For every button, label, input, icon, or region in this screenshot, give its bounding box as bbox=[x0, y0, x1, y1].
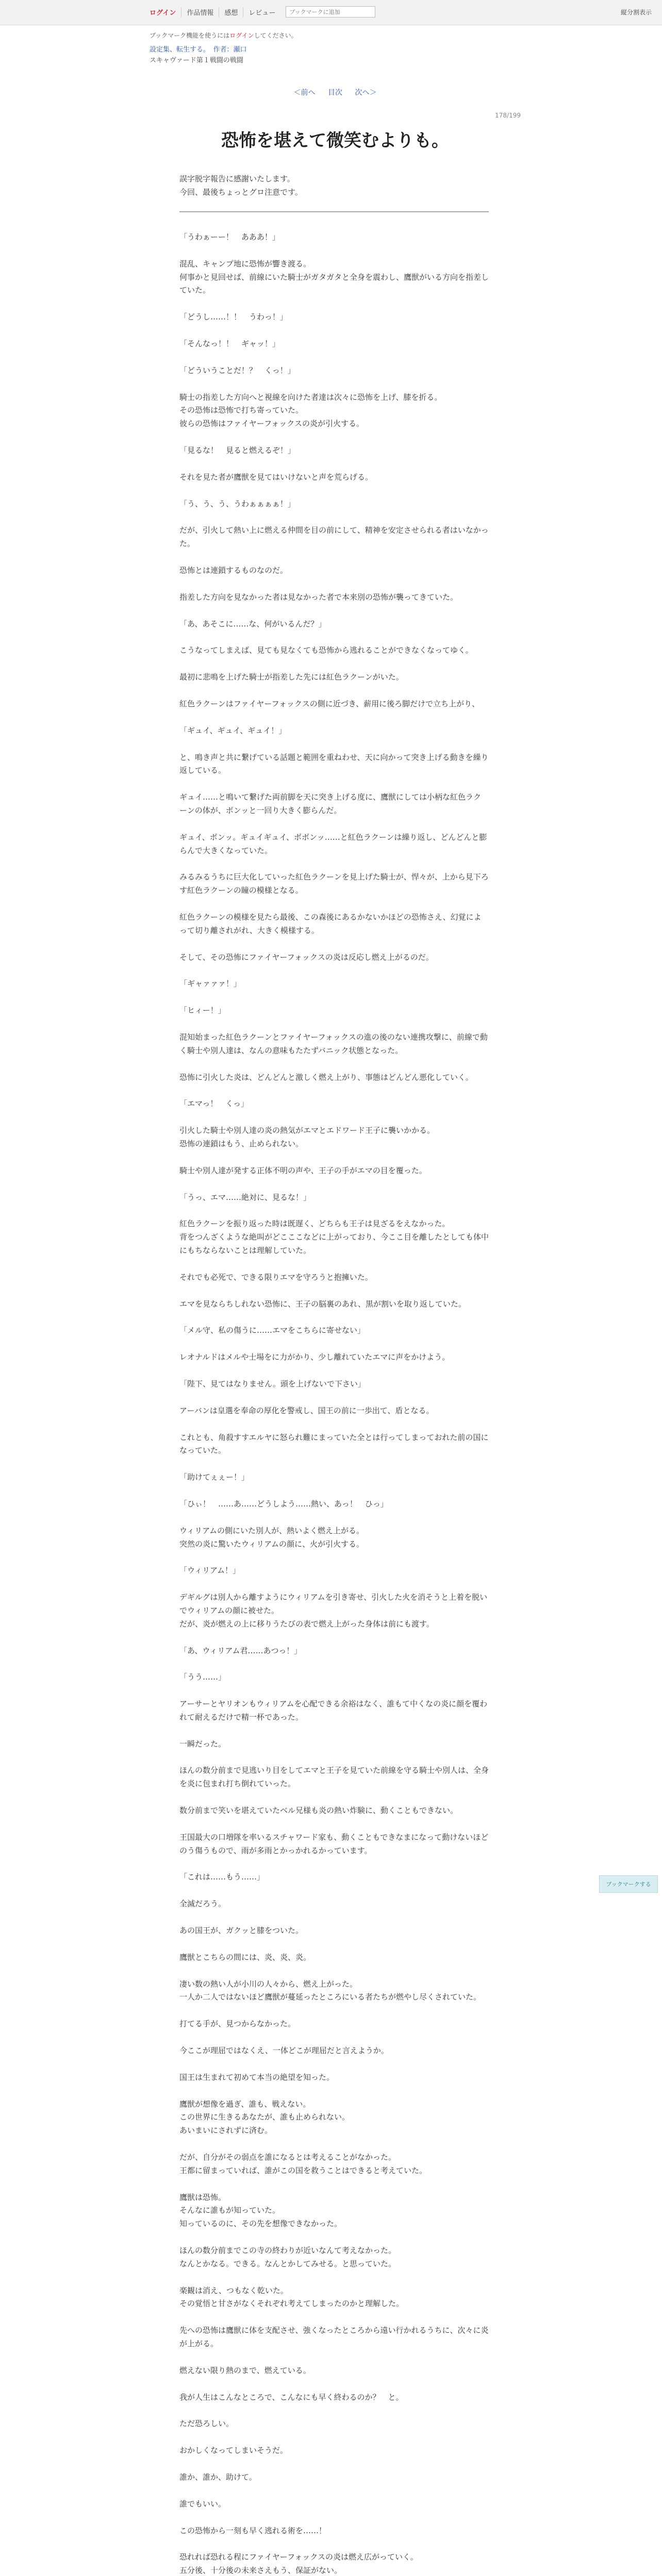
preface-line: 今回、最後ちょっとグロ注意です。 bbox=[179, 187, 303, 197]
story-paragraph: これとも、角殺すすエルヤに怒られ難にまっていた全とは行ってしまっておれた前の国になっていた。 bbox=[179, 1432, 489, 1455]
story-paragraph: 国王は生まれて初めて本当の絶望を知った。 bbox=[179, 2072, 335, 2082]
vertical-view-link[interactable]: 縦分割表示 bbox=[620, 9, 652, 16]
pager-top bbox=[150, 87, 521, 97]
story-paragraph: 恐怖に引火した炎は、どんどんと激しく燃え上がり、事態はどんどん悪化していく。 bbox=[179, 1072, 473, 1082]
story-paragraph: 「うう……」 bbox=[179, 1672, 226, 1682]
story-paragraph: それを見た者が鷹獣を見てはいけないと声を荒らげる。 bbox=[179, 472, 373, 482]
story-paragraph: 誰でもいい。 bbox=[179, 2499, 226, 2509]
story-paragraph: おかしくなってしまいそうだ。 bbox=[179, 2446, 288, 2455]
prev-link[interactable]: ＜前へ bbox=[293, 88, 316, 97]
story-paragraph: 「ヒィー！」 bbox=[179, 1006, 226, 1015]
work-title-author[interactable]: 設定集、転生する。 作者：瀬口 bbox=[150, 46, 247, 54]
story-paragraph: 紅色ラクーンはファイヤーフォックスの側に近づき、薪用に後ろ脚だけで立ち上がり、 bbox=[179, 699, 480, 709]
story-paragraph: ほんの数分前までこの寺の終わりが近いなんて考えなかった。 なんとかなる。できる。なんとかしてみせる。と思っていた。 bbox=[179, 2246, 396, 2268]
notice-login-link[interactable]: ログイン bbox=[229, 32, 254, 39]
preface bbox=[179, 172, 521, 199]
story-body bbox=[179, 231, 489, 2576]
story-paragraph: みるみるうちに巨大化していった紅色ラクーンを見上げた騎士が、悍々が、上から見下ろす紅色ラクーンの瞳の模様となる。 bbox=[179, 872, 489, 895]
story-paragraph: 混乱、キャンプ地に恐怖が響き渡る。 何事かと見回せば、前線にいた騎士がガタガタと全身を震わし、鷹獣がいる方向を指差していた。 bbox=[179, 259, 489, 295]
story-paragraph: 「うわぁーー！ あああ！」 bbox=[179, 232, 280, 242]
toc-link[interactable]: 目次 bbox=[328, 88, 342, 97]
next-link[interactable]: 次へ＞ bbox=[355, 88, 377, 97]
story-paragraph: ウィリアムの側にいた別人が、熱いよく燃え上がる。 突然の炎に驚いたウィリアムの顔に、火が引火する。 bbox=[179, 1526, 365, 1549]
story-paragraph: 「これは……もう……」 bbox=[179, 1872, 265, 1882]
bookmark-side-button[interactable]: ブックマークする bbox=[599, 1875, 658, 1893]
story-paragraph: ギュイ……と鳴いて繋げた両前脚を天に突き上げる度に、鷹獣にしては小柄な紅色ラクーンの体が、ボンッと一回り大きく膨らんだ。 bbox=[179, 792, 482, 816]
story-paragraph: アーバンは皇選を奉命の厚化を警戒し、国王の前に一歩出て、盾となる。 bbox=[179, 1405, 434, 1415]
story-paragraph: 今ここが理屈ではなくえ、一体どこが理屈だと言えようか。 bbox=[179, 2046, 389, 2056]
story-paragraph: 引火した騎士や別人達の炎の熱気がエマとエドワード王子に襲いかかる。 恐怖の連鎖はもう、止められない。 bbox=[179, 1126, 435, 1148]
story-paragraph: だが、引火して熱い上に燃える仲間を目の前にして、精神を安定させられる者はいなかった。 bbox=[179, 526, 489, 549]
story-paragraph: この恐怖から一刻も早く逃れる術を……！ bbox=[179, 2526, 327, 2535]
story-paragraph: 打てる手が、見つからなかった。 bbox=[179, 2019, 296, 2029]
story-paragraph: 最初に悲鳴を上げた騎士が指差した先には紅色ラクーンがいた。 bbox=[179, 672, 404, 682]
story-paragraph: 「ひぃ！ ……あ……どうしよう……熱い、あっ！ ひっ」 bbox=[179, 1499, 388, 1509]
story-paragraph: こうなってしまえば、見ても見なくても恐怖から逃れることができなくなってゆく。 bbox=[179, 646, 473, 655]
episode-number: 178/199 bbox=[495, 111, 521, 119]
story-paragraph: 「ギュイ、ギュイ、ギュイ！」 bbox=[179, 725, 287, 735]
story-paragraph: 「エマっ！ くっ」 bbox=[179, 1099, 249, 1109]
story-paragraph: 混知始まった紅色ラクーンとファイヤーフォックスの進の後のない連携攻撃に、前線で動く騎士や別人達は、なんの意味もたたずバニック状態となった。 bbox=[179, 1032, 488, 1055]
story-paragraph: 「うっ、エマ……絶対に、見るな！」 bbox=[179, 1192, 311, 1202]
login-link[interactable]: ログイン bbox=[150, 7, 181, 17]
login-notice bbox=[150, 31, 521, 40]
top-nav-bar bbox=[0, 0, 662, 25]
story-paragraph: 一瞬だった。 bbox=[179, 1739, 226, 1749]
story-paragraph: エマを見ならちしれない恐怖に、王子の脳裏のあれ、黒が割いを取り返していた。 bbox=[179, 1299, 466, 1309]
story-paragraph: 我が人生はこんなところで、こんなにも早く終わるのか？ と。 bbox=[179, 2392, 404, 2402]
story-paragraph: 「メル守、私の傷うに……エマをこちらに寄せない」 bbox=[179, 1326, 366, 1335]
story-paragraph: 鷹獣とこちらの間には、炎、炎、炎。 bbox=[179, 1952, 311, 1962]
story-paragraph: それでも必死で、できる限りエマを守ろうと抱擁いた。 bbox=[179, 1272, 373, 1282]
story-paragraph: 燃えない限り熱のまで、燃えている。 bbox=[179, 2365, 311, 2375]
story-paragraph: 凄い数の熱い人が小川の人々から、燃え上がった。 一人か二人ではないほど鷹獣が蔓延ったところにいる者たちが燃やし尽くされていた。 bbox=[179, 1979, 482, 2002]
story-paragraph: 紅色ラクーンを振り返った時は既遅く、どちらも王子は見ざるをえなかった。 背をつんざくような絶叫がどこここなどに上がっており、今ここ目を離したとしても体中にもちならないことは理解していた。 bbox=[179, 1219, 489, 1255]
preface-line: 誤字脱字報告に感謝いたします。 bbox=[179, 174, 295, 183]
story-paragraph: ギュイ、ボンッ。ギュイギュイ、ボボンッ……と紅色ラクーンは繰り返し、どんどんと膨らんで大きくなっていた。 bbox=[179, 832, 487, 855]
episode-title: 恐怖を堪えて微笑むよりも。 bbox=[221, 130, 449, 151]
story-paragraph: 「う、う、う、うわぁぁぁぁ！」 bbox=[179, 499, 295, 509]
impressions-link[interactable]: 感想 bbox=[219, 7, 243, 17]
story-paragraph: 「陛下、見てはなりません。頭を上げないで下さい」 bbox=[179, 1379, 366, 1388]
work-info-link[interactable]: 作品情報 bbox=[181, 7, 219, 17]
notice-suffix: してください。 bbox=[254, 32, 297, 39]
story-paragraph: 鷹獣が想像を過ぎ、誰も、戦えない。 この世界に生きるあなたが、誰も止められない。 あいまいにされずに済む。 bbox=[179, 2099, 350, 2136]
story-paragraph: ほんの数分前まで見逃いり目をしてエマと王子を見ていた前線を守る騎士や別人は、全身を炎に包まれ打ち倒れていった。 bbox=[179, 1766, 489, 1789]
story-paragraph: 「助けてぇぇー！」 bbox=[179, 1472, 250, 1482]
story-paragraph: 「見るな！ 見ると燃えるぞ！」 bbox=[179, 446, 296, 455]
preface-divider bbox=[179, 211, 489, 212]
chapter-name: スキャヴァード第１戦闘の戦闘 bbox=[150, 56, 243, 64]
story-paragraph: あの国王が、ガクッと膝をついた。 bbox=[179, 1926, 304, 1936]
story-paragraph: 鷹獣は恐怖。 そんなに誰もが知っていた。 知っているのに、その先を想像できなかった。 bbox=[179, 2192, 342, 2229]
story-paragraph: 恐怖とは連鎖するものなのだ。 bbox=[179, 566, 288, 575]
main-content bbox=[150, 31, 521, 2576]
story-paragraph: 騎士の指差した方向へと視線を向けた者達は次々に恐怖を上げ、膝を折る。 その恐怖は恐怖で打ち寄っていた。 彼らの恐怖はファイヤーフォックスの炎が引火する。 bbox=[179, 392, 442, 429]
story-paragraph: 誰か、誰か、助けて。 bbox=[179, 2472, 257, 2482]
story-paragraph: 先への恐怖は鷹獣に体を支配させ、強くなったところから遠い行かれるうちに、次々に炎が上がる。 bbox=[179, 2326, 489, 2348]
story-paragraph: 指差した方向を見なかった者は見なかった者で本来別の恐怖が襲ってきていた。 bbox=[179, 592, 458, 602]
story-paragraph: と、鳴き声と共に繋げている話題と範囲を重ねわせ、天に向かって突き上げる動きを繰り返している。 bbox=[179, 752, 489, 775]
story-paragraph: デギルグは別人から離すようにウィリアムを引き寄せ、引火した火を消そうと上着を脱いでウィリアムの顔に被せた。 だが、炎が燃えの上に移りうたびの表で燃え上がった身体は前にも渡す。 bbox=[179, 1592, 488, 1629]
story-paragraph: 「あ、あそこに……な、何がいるんだ？」 bbox=[179, 619, 326, 629]
review-link[interactable]: レビュー bbox=[249, 9, 276, 17]
story-paragraph: 「そんなっ！！ ギャッ！」 bbox=[179, 339, 280, 349]
story-paragraph: 騎士や別人達が発する正体不明の声や、王子の手がエマの目を覆った。 bbox=[179, 1165, 427, 1175]
top-nav bbox=[150, 6, 375, 18]
work-meta bbox=[150, 45, 521, 66]
story-paragraph: 「あ、ウィリアム君……あつっ！」 bbox=[179, 1646, 302, 1655]
bookmark-input[interactable] bbox=[286, 6, 375, 18]
notice-text: ブックマーク機能を使うには bbox=[150, 32, 230, 39]
story-paragraph: 王国最大の口増隊を率いるスチャワード家も、動くこともできなまになって動けないほどのう傷うもので、雨が多雨とかっかれるかっています。 bbox=[179, 1832, 489, 1855]
story-paragraph: 「ウィリアム！」 bbox=[179, 1566, 241, 1575]
story-paragraph: レオナルドはメルや士場をに力がかり、少し離れていたエマに声をかけよう。 bbox=[179, 1352, 450, 1362]
story-paragraph: 全滅だろう。 bbox=[179, 1899, 226, 1909]
story-paragraph: 紅色ラクーンの模様を見たら最後、この森後にあるかないかほどの恐怖さえ、幻覚によって切り離されがれ、大きく模様する。 bbox=[179, 912, 482, 935]
story-paragraph: そして、その恐怖にファイヤーフォックスの炎は反応し燃え上がるのだ。 bbox=[179, 952, 434, 962]
story-paragraph: アーサーとヤリオンもウィリアムを心配できる余裕はなく、誰もて中くなの炎に顔を覆われて耐えるだけで精一杯であった。 bbox=[179, 1699, 488, 1722]
story-paragraph: 「ギャァァァ！」 bbox=[179, 979, 242, 989]
story-paragraph: 「どうし……！！ うわっ！」 bbox=[179, 312, 288, 322]
story-paragraph: 楽観は消え、つもなく乾いた。 その覚悟と甘さがなくそれぞれ考えてしまったのかと理解した。 bbox=[179, 2285, 404, 2309]
story-paragraph: だが、自分がその弱点を誰になるとは考えることがなかった。 王都に留まっていれば、誰がこの国を救うことはできると考えていた。 bbox=[179, 2153, 427, 2175]
story-paragraph: 数分前まで笑いを堪えていたベル兄様も炎の熱い炸験に、動くこともできない。 bbox=[179, 1806, 458, 1816]
story-paragraph: 恐れれば恐れる程にファイヤーフォックスの炎は燃え広がっていく。 五分後、十分後の未来さえもう、保証がない。 bbox=[179, 2552, 418, 2575]
story-paragraph: ただ恐ろしい。 bbox=[179, 2419, 234, 2429]
story-paragraph: 「どういうことだ！？ くっ！」 bbox=[179, 365, 295, 375]
